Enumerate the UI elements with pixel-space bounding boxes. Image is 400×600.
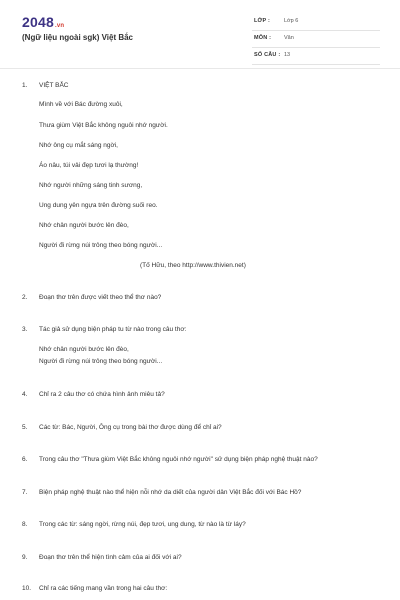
poem-line: Áo nâu, túi vải đẹp tươi lạ thường! xyxy=(39,162,139,169)
meta-value-question-count: 13 xyxy=(284,52,291,58)
meta-row-subject xyxy=(252,31,380,48)
meta-row-class xyxy=(252,14,380,31)
site-logo[interactable] xyxy=(22,14,64,34)
question-number: 3. xyxy=(22,326,28,333)
logo-main-text: 2048 xyxy=(22,14,54,30)
question-number: 2. xyxy=(22,294,28,301)
question-number: 7. xyxy=(22,489,28,496)
meta-label-subject: MÔN : xyxy=(254,35,272,41)
poem-line: Nhớ chân người bước lên đèo, xyxy=(39,222,129,229)
passage-heading: VIỆT BẮC xyxy=(39,82,69,89)
worksheet-meta xyxy=(252,14,380,65)
poem-line: Người đi rừng núi trông theo bóng người... xyxy=(39,242,163,249)
question-text: Các từ: Bác, Người, Ông cụ trong bài thơ được dùng để chỉ ai? xyxy=(39,424,222,431)
question-text: Chỉ ra 2 câu thơ có chứa hình ảnh miêu tả? xyxy=(39,391,165,398)
question-text: Đoạn thơ trên thể hiện tình cảm của ai đối với ai? xyxy=(39,554,182,561)
logo-domain-text: .vn xyxy=(54,23,65,29)
meta-value-class: Lớp 6 xyxy=(284,18,299,24)
question-number: 9. xyxy=(22,554,28,561)
poem-line: Nhớ người những sáng tinh sương, xyxy=(39,182,143,189)
question-number: 8. xyxy=(22,521,28,528)
question-text: Đoạn thơ trên được viết theo thể thơ nào? xyxy=(39,294,162,301)
poem-source: (Tố Hữu, theo http://www.thivien.net) xyxy=(140,262,246,269)
meta-label-class: LỚP : xyxy=(254,18,270,24)
question-text: Tác giả sử dụng biện pháp tu từ nào trong câu thơ: xyxy=(39,326,187,333)
poem-line: Nhớ ông cụ mắt sáng ngời, xyxy=(39,142,118,149)
question-number: 4. xyxy=(22,391,28,398)
question-text: Trong các từ: sáng ngời, rừng núi, đẹp tươi, ung dung, từ nào là từ láy? xyxy=(39,521,246,528)
question-text: Biện pháp nghệ thuật nào thể hiện nỗi nhớ da diết của người dân Việt Bắc đối với Bác Hồ? xyxy=(39,489,302,496)
poem-line: Mình về với Bác đường xuôi, xyxy=(39,101,123,108)
question-number: 6. xyxy=(22,456,28,463)
worksheet-header xyxy=(0,0,400,66)
meta-label-question-count: SỐ CÂU : xyxy=(254,52,281,58)
question-text: Trong câu thơ "Thưa giùm Việt Bắc không nguôi nhớ người" sử dụng biện pháp nghệ thuật nào? xyxy=(39,456,318,463)
question-number: 1. xyxy=(22,82,28,89)
poem-line: Ung dung yên ngựa trên đường suối reo. xyxy=(39,202,158,209)
worksheet-title: (Ngữ liệu ngoài sgk) Việt Bắc xyxy=(22,33,133,42)
question-quote-line: Người đi rừng núi trông theo bóng người... xyxy=(39,358,163,365)
question-number: 5. xyxy=(22,424,28,431)
poem-line: Thưa giùm Việt Bắc không nguôi nhớ người. xyxy=(39,122,168,129)
question-number: 10. xyxy=(22,585,32,592)
question-text: Chỉ ra các tiếng mang vần trong hai câu thơ: xyxy=(39,585,168,592)
meta-row-question-count xyxy=(252,48,380,65)
header-divider xyxy=(0,68,400,69)
meta-value-subject: Văn xyxy=(284,35,294,41)
question-quote-line: Nhớ chân người bước lên đèo, xyxy=(39,346,129,353)
